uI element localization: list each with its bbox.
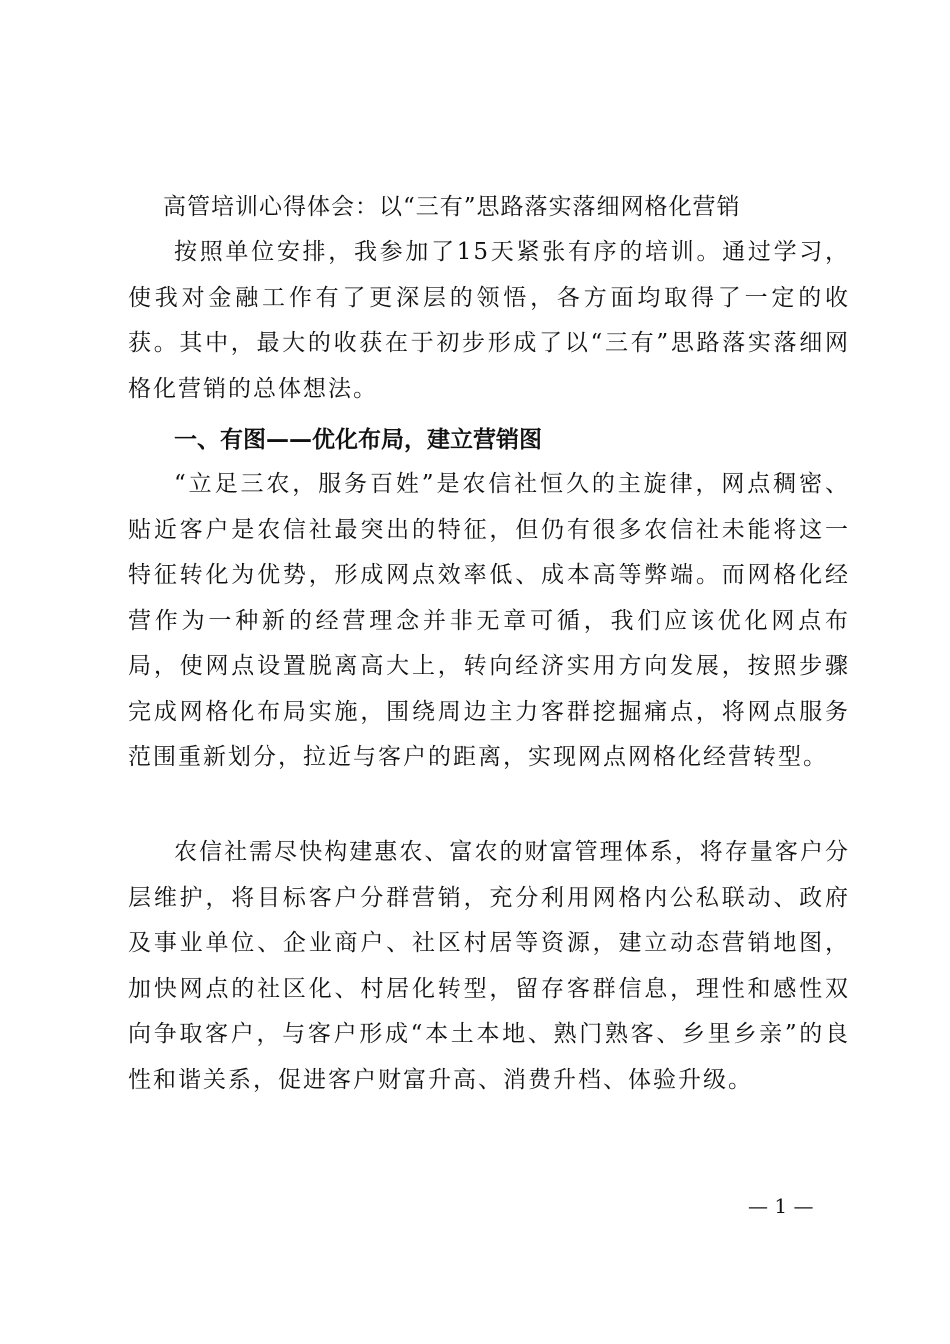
section-heading: 一、有图——优化布局，建立营销图: [174, 427, 542, 453]
body-paragraph: “立足三农，服务百姓”是农信社恒久的主旋律，网点稠密、贴近客户是农信社最突出的特征，但仍有很多农信社未能将这一特征转化为优势，形成网点效率低、成本高等弊端。而网格化经营作为一种新的经营理念并非无章可循，我们应该优化网点布局，使网点设置脱离高大上，转向经济实用方向发展，按照步骤完成网格化布局实施，围绕周边主力客群挖掘痛点，将网点服务范围重新划分，拉近与客户的距离，实现网点网格化经营转型。: [128, 471, 850, 770]
body-paragraph: 农信社需尽快构建惠农、富农的财富管理体系，将存量客户分层维护，将目标客户分群营销，充分利用网格内公私联动、政府及事业单位、企业商户、社区村居等资源，建立动态营销地图，加快网点的社区化、村居化转型，留存客群信息，理性和感性双向争取客户，与客户形成“本土本地、熟门熟客、乡里乡亲”的良性和谐关系，促进客户财富升高、消费升档、体验升级。: [128, 839, 850, 1093]
page-number: — 1 —: [748, 1194, 814, 1218]
document-title: 高管培训心得体会：以“三有”思路落实落细网格化营销: [163, 194, 741, 220]
intro-paragraph: 按照单位安排，我参加了15天紧张有序的培训。通过学习，使我对金融工作有了更深层的领悟，各方面均取得了一定的收获。其中，最大的收获在于初步形成了以“三有”思路落实落细网格化营销的总体想法。: [128, 239, 850, 402]
